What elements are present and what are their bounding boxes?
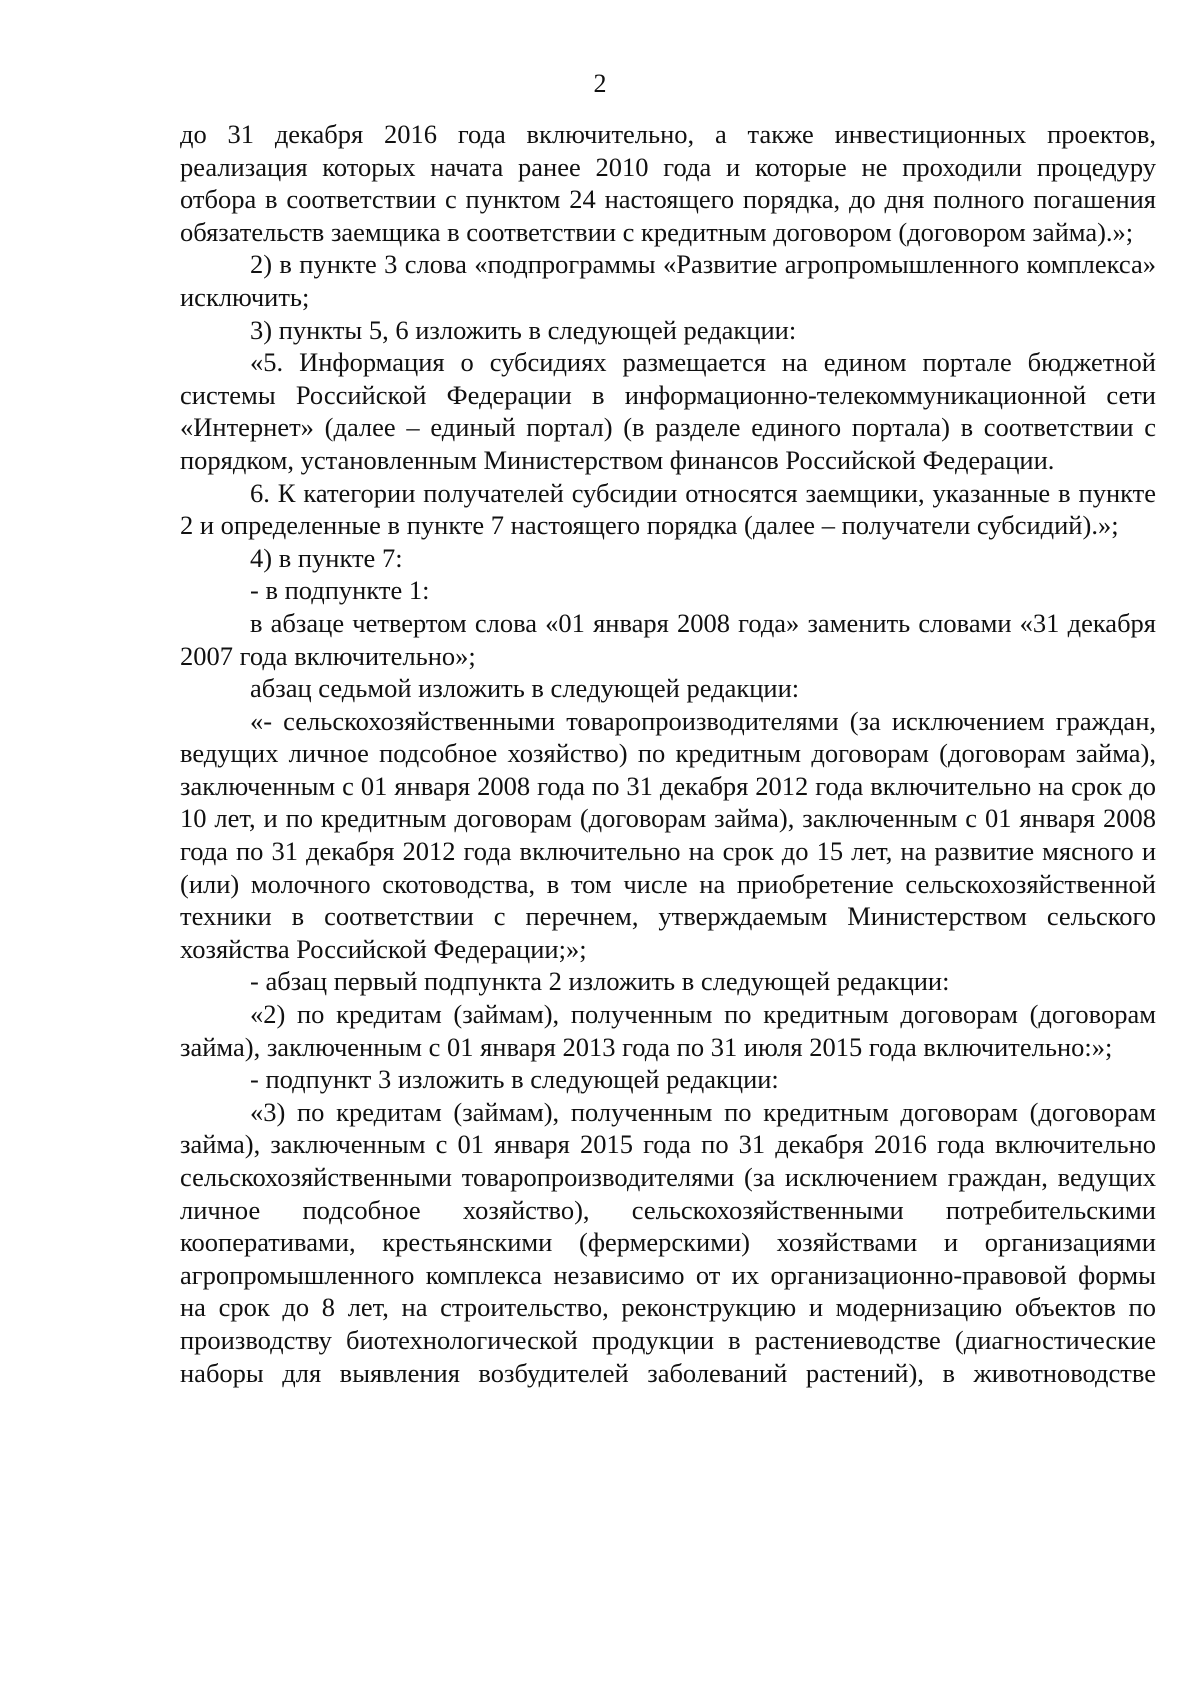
paragraph-subitem-2: - абзац первый подпункта 2 изложить в следующей редакции: <box>250 966 950 997</box>
paragraph-item-2: 2) в пункте 3 слова «подпрограммы «Развитие агропромышленного комплекса» исключить; <box>180 249 1156 312</box>
paragraph-quote-6: 6. К категории получателей субсидии относятся заемщики, указанные в пункте 2 и определенные в пункте 7 настоящего порядка (далее – получатели субсидий).»; <box>180 477 1156 541</box>
paragraph-abzac-4: в абзаце четвертом слова «01 января 2008 года» заменить словами «31 декабря 2007 года включительно»; <box>180 607 1156 671</box>
paragraph-item-4: 4) в пункте 7: <box>250 542 403 573</box>
paragraph-quote-3: «3) по кредитам (займам), полученным по кредитным договорам (договорам займа), заключенным с 01 января 2015 года по 31 декабря 2016 года включительно сельскохозяйственными товаропроизводителями (за исключением граждан, ведущих личное подсобное хозяйство), сельскохозяйственными потребительскими кооперативами, крестьянскими (фермерскими) хозяйствами и организациями агропромышленного комплекса независимо от их организационно-правовой формы на срок до 8 лет, на строительство, реконструкцию и модернизацию объектов по производству биотехнологической продукции в растениеводстве (диагностические наборы для выявления возбудителей заболеваний растений), в животноводстве <box>180 1096 1156 1388</box>
paragraph-continuation: до 31 декабря 2016 года включительно, а также инвестиционных проектов, реализация которых начата ранее 2010 года и которые не проходили процедуру отбора в соответствии с пунктом 24 настоящего порядка, до дня полного погашения обязательств заемщика в соответствии с кредитным договором (договором займа).»; <box>180 119 1156 247</box>
paragraph-abzac-7: абзац седьмой изложить в следующей редакции: <box>250 673 800 704</box>
paragraph-subitem-3: - подпункт 3 изложить в следующей редакции: <box>250 1064 779 1095</box>
paragraph-subitem-1: - в подпункте 1: <box>250 575 430 606</box>
paragraph-quote-5: «5. Информация о субсидиях размещается на едином портале бюджетной системы Российской Федерации в информационно-телекоммуникационной сети «Интернет» (далее – единый портал) (в разделе единого портала) в соответствии с порядком, установленным Министерством финансов Российской Федерации. <box>180 347 1156 475</box>
page-number: 2 <box>593 69 607 98</box>
paragraph-quote-abzac-7: «- сельскохозяйственными товаропроизводителями (за исключением граждан, ведущих личное подсобное хозяйство) по кредитным договорам (договорам займа), заключенным с 01 января 2008 года по 31 декабря 2012 года включительно на срок до 10 лет, и по кредитным договорам (договорам займа), заключенным с 01 января 2008 года по 31 декабря 2012 года включительно на срок до 15 лет, на развитие мясного и (или) молочного скотоводства, в том числе на приобретение сельскохозяйственной техники в соответствии с перечнем, утверждаемым Министерством сельского хозяйства Российской Федерации;»; <box>180 705 1156 964</box>
paragraph-quote-2: «2) по кредитам (займам), полученным по кредитным договорам (договорам займа), заключенным с 01 января 2013 года по 31 июля 2015 года включительно:»; <box>180 999 1156 1062</box>
document-body <box>180 118 1156 1389</box>
paragraph-item-3: 3) пункты 5, 6 изложить в следующей редакции: <box>250 314 797 345</box>
